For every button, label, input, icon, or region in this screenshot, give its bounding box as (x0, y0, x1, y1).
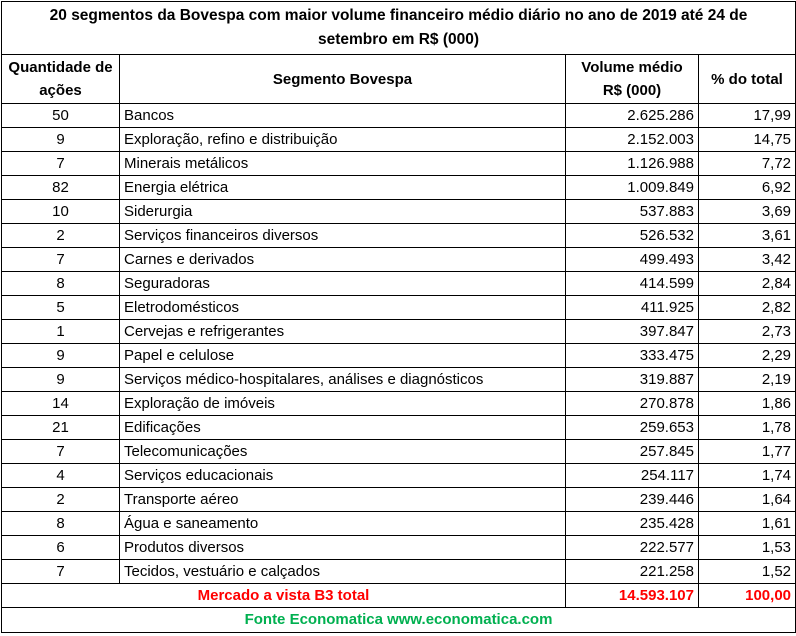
table-row (2, 200, 796, 224)
table-row (2, 320, 796, 344)
cell-volume: 499.493 (566, 248, 699, 272)
cell-volume: 411.925 (566, 296, 699, 320)
cell-quantidade: 1 (2, 320, 120, 344)
cell-segmento: Siderurgia (120, 200, 566, 224)
cell-volume: 222.577 (566, 536, 699, 560)
table-row (2, 296, 796, 320)
cell-percentual: 1,77 (699, 440, 796, 464)
cell-segmento: Transporte aéreo (120, 488, 566, 512)
source-row (2, 608, 796, 633)
cell-volume: 1.126.988 (566, 152, 699, 176)
cell-percentual: 1,53 (699, 536, 796, 560)
cell-volume: 397.847 (566, 320, 699, 344)
cell-quantidade: 6 (2, 536, 120, 560)
table-row (2, 440, 796, 464)
cell-volume: 319.887 (566, 368, 699, 392)
cell-percentual: 1,64 (699, 488, 796, 512)
cell-segmento: Edificações (120, 416, 566, 440)
title-row (2, 2, 796, 55)
cell-quantidade: 2 (2, 224, 120, 248)
cell-segmento: Exploração, refino e distribuição (120, 128, 566, 152)
cell-segmento: Energia elétrica (120, 176, 566, 200)
cell-volume: 2.152.003 (566, 128, 699, 152)
table-row (2, 248, 796, 272)
cell-percentual: 1,74 (699, 464, 796, 488)
cell-segmento: Papel e celulose (120, 344, 566, 368)
cell-quantidade: 21 (2, 416, 120, 440)
table-body (2, 2, 796, 633)
cell-quantidade: 4 (2, 464, 120, 488)
table-row (2, 344, 796, 368)
cell-percentual: 3,69 (699, 200, 796, 224)
cell-segmento: Serviços financeiros diversos (120, 224, 566, 248)
table-row (2, 416, 796, 440)
header-row (2, 55, 796, 104)
cell-percentual: 1,86 (699, 392, 796, 416)
cell-quantidade: 50 (2, 104, 120, 128)
cell-segmento: Serviços médico-hospitalares, análises e diagnósticos (120, 368, 566, 392)
cell-volume: 235.428 (566, 512, 699, 536)
cell-percentual: 1,52 (699, 560, 796, 584)
cell-quantidade: 9 (2, 368, 120, 392)
table-row (2, 104, 796, 128)
cell-quantidade: 9 (2, 128, 120, 152)
table-row (2, 368, 796, 392)
cell-quantidade: 7 (2, 152, 120, 176)
table-row (2, 176, 796, 200)
table-row (2, 128, 796, 152)
cell-quantidade: 10 (2, 200, 120, 224)
cell-percentual: 2,29 (699, 344, 796, 368)
cell-volume: 259.653 (566, 416, 699, 440)
cell-segmento: Cervejas e refrigerantes (120, 320, 566, 344)
header-percentual: % do total (699, 55, 796, 104)
cell-percentual: 3,61 (699, 224, 796, 248)
cell-percentual: 2,84 (699, 272, 796, 296)
header-quantidade: Quantidade de ações (2, 55, 120, 104)
cell-segmento: Eletrodomésticos (120, 296, 566, 320)
cell-segmento: Bancos (120, 104, 566, 128)
total-row (2, 584, 796, 608)
header-volume: Volume médio R$ (000) (566, 55, 699, 104)
total-label: Mercado a vista B3 total (2, 584, 566, 608)
cell-volume: 239.446 (566, 488, 699, 512)
cell-percentual: 6,92 (699, 176, 796, 200)
cell-volume: 254.117 (566, 464, 699, 488)
cell-volume: 333.475 (566, 344, 699, 368)
cell-segmento: Telecomunicações (120, 440, 566, 464)
cell-volume: 270.878 (566, 392, 699, 416)
cell-segmento: Seguradoras (120, 272, 566, 296)
header-segmento: Segmento Bovespa (120, 55, 566, 104)
cell-volume: 526.532 (566, 224, 699, 248)
cell-percentual: 7,72 (699, 152, 796, 176)
cell-percentual: 2,73 (699, 320, 796, 344)
cell-percentual: 2,82 (699, 296, 796, 320)
cell-quantidade: 14 (2, 392, 120, 416)
table-row (2, 392, 796, 416)
table-row (2, 560, 796, 584)
cell-segmento: Produtos diversos (120, 536, 566, 560)
total-volume: 14.593.107 (566, 584, 699, 608)
table-row (2, 488, 796, 512)
cell-volume: 1.009.849 (566, 176, 699, 200)
cell-volume: 2.625.286 (566, 104, 699, 128)
cell-quantidade: 9 (2, 344, 120, 368)
total-percentual: 100,00 (699, 584, 796, 608)
cell-volume: 537.883 (566, 200, 699, 224)
cell-percentual: 3,42 (699, 248, 796, 272)
cell-segmento: Exploração de imóveis (120, 392, 566, 416)
table-row (2, 152, 796, 176)
cell-segmento: Minerais metálicos (120, 152, 566, 176)
cell-percentual: 17,99 (699, 104, 796, 128)
cell-quantidade: 5 (2, 296, 120, 320)
bovespa-segments-table (1, 1, 796, 633)
cell-quantidade: 7 (2, 560, 120, 584)
table-row (2, 224, 796, 248)
table-row (2, 272, 796, 296)
cell-quantidade: 8 (2, 512, 120, 536)
cell-segmento: Água e saneamento (120, 512, 566, 536)
cell-percentual: 2,19 (699, 368, 796, 392)
cell-percentual: 1,78 (699, 416, 796, 440)
cell-segmento: Carnes e derivados (120, 248, 566, 272)
table-row (2, 512, 796, 536)
cell-quantidade: 7 (2, 440, 120, 464)
cell-quantidade: 2 (2, 488, 120, 512)
table-title: 20 segmentos da Bovespa com maior volume financeiro médio diário no ano de 2019 até 24 de setembro em R$ (000) (2, 2, 796, 55)
cell-volume: 414.599 (566, 272, 699, 296)
cell-quantidade: 7 (2, 248, 120, 272)
cell-volume: 221.258 (566, 560, 699, 584)
cell-percentual: 1,61 (699, 512, 796, 536)
cell-segmento: Serviços educacionais (120, 464, 566, 488)
cell-quantidade: 82 (2, 176, 120, 200)
cell-percentual: 14,75 (699, 128, 796, 152)
cell-quantidade: 8 (2, 272, 120, 296)
table-row (2, 464, 796, 488)
source-note: Fonte Economatica www.economatica.com (2, 608, 796, 633)
cell-segmento: Tecidos, vestuário e calçados (120, 560, 566, 584)
table-row (2, 536, 796, 560)
cell-volume: 257.845 (566, 440, 699, 464)
